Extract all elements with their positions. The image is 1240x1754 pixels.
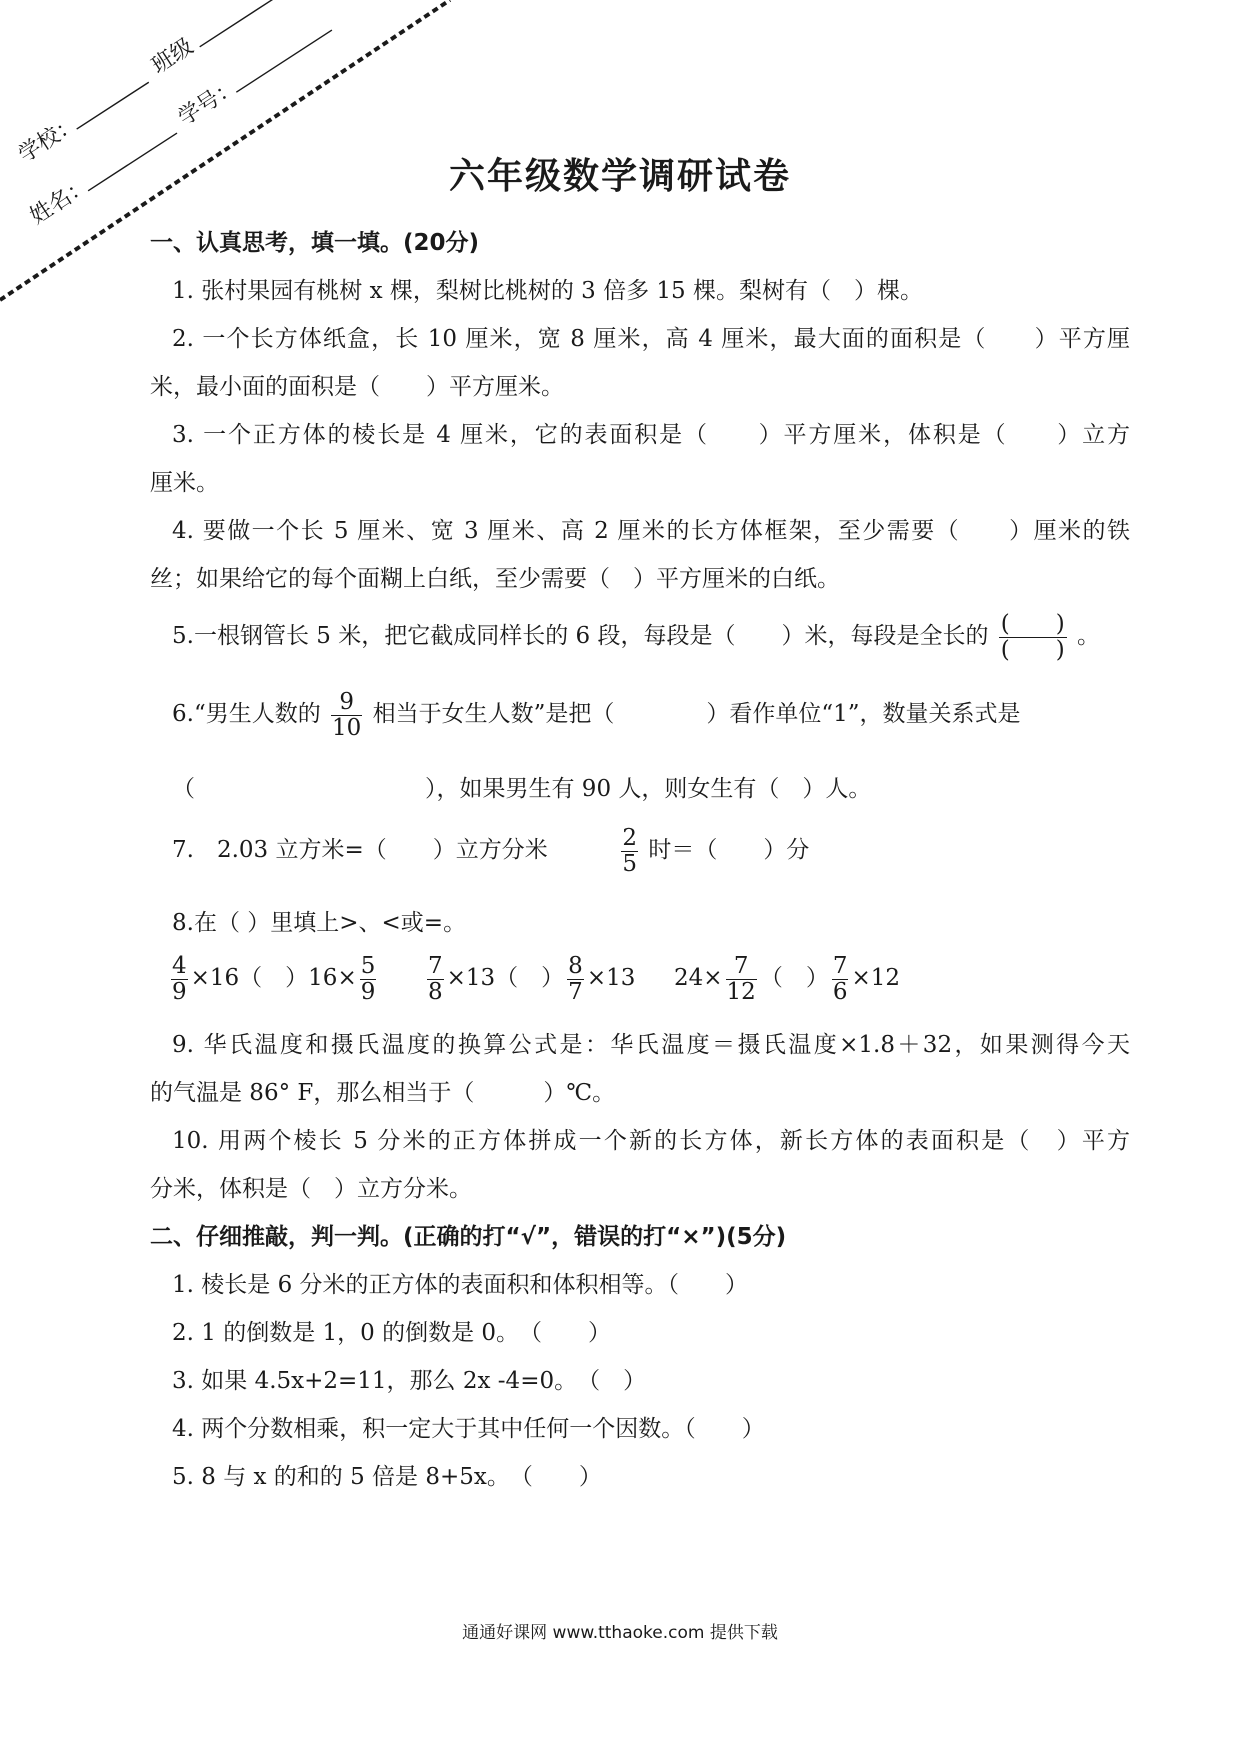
question-1-10-line1: 10. 用两个棱长 5 分米的正方体拼成一个新的长方体，新长方体的表面积是（ ）平方 (172, 1128, 1130, 1154)
question-2-1: 1. 棱长是 6 分米的正方体的表面积和体积相等。（ ） (172, 1272, 749, 1298)
question-1-6-line2: （ ），如果男生有 90 人，则女生有（ ）人。 (172, 776, 872, 802)
comparison-text: 24× (673, 965, 723, 991)
question-1-3-line2: 厘米。 (150, 470, 219, 496)
question-1-2-line1: 2. 一个长方体纸盒，长 10 厘米，宽 8 厘米，高 4 厘米，最大面的面积是（ ）平方厘 (172, 326, 1130, 352)
question-1-7 (172, 820, 809, 880)
question-2-3: 3. 如果 4.5x+2=11，那么 2x -4=0。 （ ） (172, 1368, 647, 1394)
number-blank-line (236, 30, 332, 92)
question-1-9-line2: 的气温是 86° F，那么相当于（ ）℃。 (150, 1080, 616, 1106)
fraction: $\frac{7}{6}$ (832, 953, 848, 1005)
question-1-6-line1 (172, 684, 1021, 744)
page-title: 六年级数学调研试卷 (448, 156, 791, 197)
fraction-2-5 (621, 826, 638, 875)
question-1-6-pre: 6.“男生人数的 (172, 701, 321, 727)
question-1-7-a: 7. 2.03 立方米=（ ）立方分米 (172, 837, 548, 863)
question-1-3-line1: 3. 一个正方体的棱长是 4 厘米，它的表面积是（ ）平方厘米，体积是（ ）立方 (172, 422, 1130, 448)
fraction: $\frac{7}{12}$ (726, 953, 756, 1005)
question-1-5-text: 5.一根钢管长 5 米，把它截成同样长的 6 段，每段是（ ）米，每段是全长的 (172, 623, 989, 649)
question-2-5: 5. 8 与 x 的和的 5 倍是 8+5x。 （ ） (172, 1464, 602, 1490)
footer-source: 通通好课网 www.tthaoke.com 提供下载 (462, 1623, 778, 1643)
comparison-text: ×13 (586, 965, 636, 991)
question-1-4-line2: 丝；如果给它的每个面糊上白纸，至少需要（ ）平方厘米的白纸。 (150, 566, 840, 592)
question-1-1: 1. 张村果园有桃树 x 棵，梨树比桃树的 3 倍多 15 棵。梨树有（ ）棵。 (172, 278, 923, 304)
number-label: 学号： (173, 74, 243, 131)
fraction: $\frac{7}{8}$ (427, 953, 443, 1005)
question-1-2-line2: 米，最小面的面积是（ ）平方厘米。 (150, 374, 564, 400)
question-1-6-post: 相当于女生人数”是把（ ）看作单位“1”，数量关系式是 (372, 701, 1021, 727)
section1-heading: 一、认真思考，填一填。(20分) (150, 230, 480, 256)
question-1-9-line1: 9. 华氏温度和摄氏温度的换算公式是：华氏温度＝摄氏温度×1.8＋32，如果测得今天 (172, 1032, 1130, 1058)
question-1-4-line1: 4. 要做一个长 5 厘米、宽 3 厘米、高 2 厘米的长方体框架，至少需要（ ）厘米的铁 (172, 518, 1130, 544)
class-blank-line (200, 0, 291, 47)
fraction: $\frac{8}{7}$ (568, 953, 583, 1005)
school-blank-line (77, 82, 149, 129)
question-1-10-line2: 分米，体积是（ ）立方分米。 (150, 1176, 472, 1202)
class-label: 班级 (147, 34, 198, 80)
fraction-numerator: 2 (622, 825, 638, 852)
fraction: $\frac{4}{9}$ (172, 953, 187, 1005)
fraction-numerator: 9 (331, 690, 362, 715)
section2-heading: 二、仔细推敲，判一判。(正确的打“√”，错误的打“×”)(5分) (150, 1224, 787, 1250)
fraction-denominator: 5 (622, 850, 638, 877)
question-2-2: 2. 1 的倒数是 1，0 的倒数是 0。 （ ） (172, 1320, 612, 1346)
question-1-5 (172, 608, 1100, 664)
fraction: $\frac{5}{9}$ (360, 953, 376, 1005)
comparison-text: （ ） (759, 965, 829, 991)
question-1-7-b: 时＝（ ）分 (648, 837, 810, 863)
fraction-numerator: ( ) (1000, 611, 1065, 638)
comparison-text: ×12 (851, 965, 900, 991)
fraction-denominator: 10 (332, 714, 362, 741)
fraction-denominator: ( ) (1000, 636, 1065, 663)
question-2-4: 4. 两个分数相乘，积一定大于其中任何一个因数。（ ） (172, 1416, 765, 1442)
question-1-8-comparisons (168, 946, 900, 1010)
question-1-8: 8.在（ ）里填上>、<或=。 (172, 910, 467, 936)
fraction-9-10 (331, 690, 362, 739)
comparison-text: ×13（ ） (446, 965, 565, 991)
name-label: 姓名： (25, 172, 95, 230)
blank-fraction (999, 612, 1067, 661)
school-label: 学校： (14, 110, 84, 168)
question-1-5-end: 。 (1077, 623, 1101, 649)
comparison-text: ×16（ ）16× (190, 965, 357, 991)
